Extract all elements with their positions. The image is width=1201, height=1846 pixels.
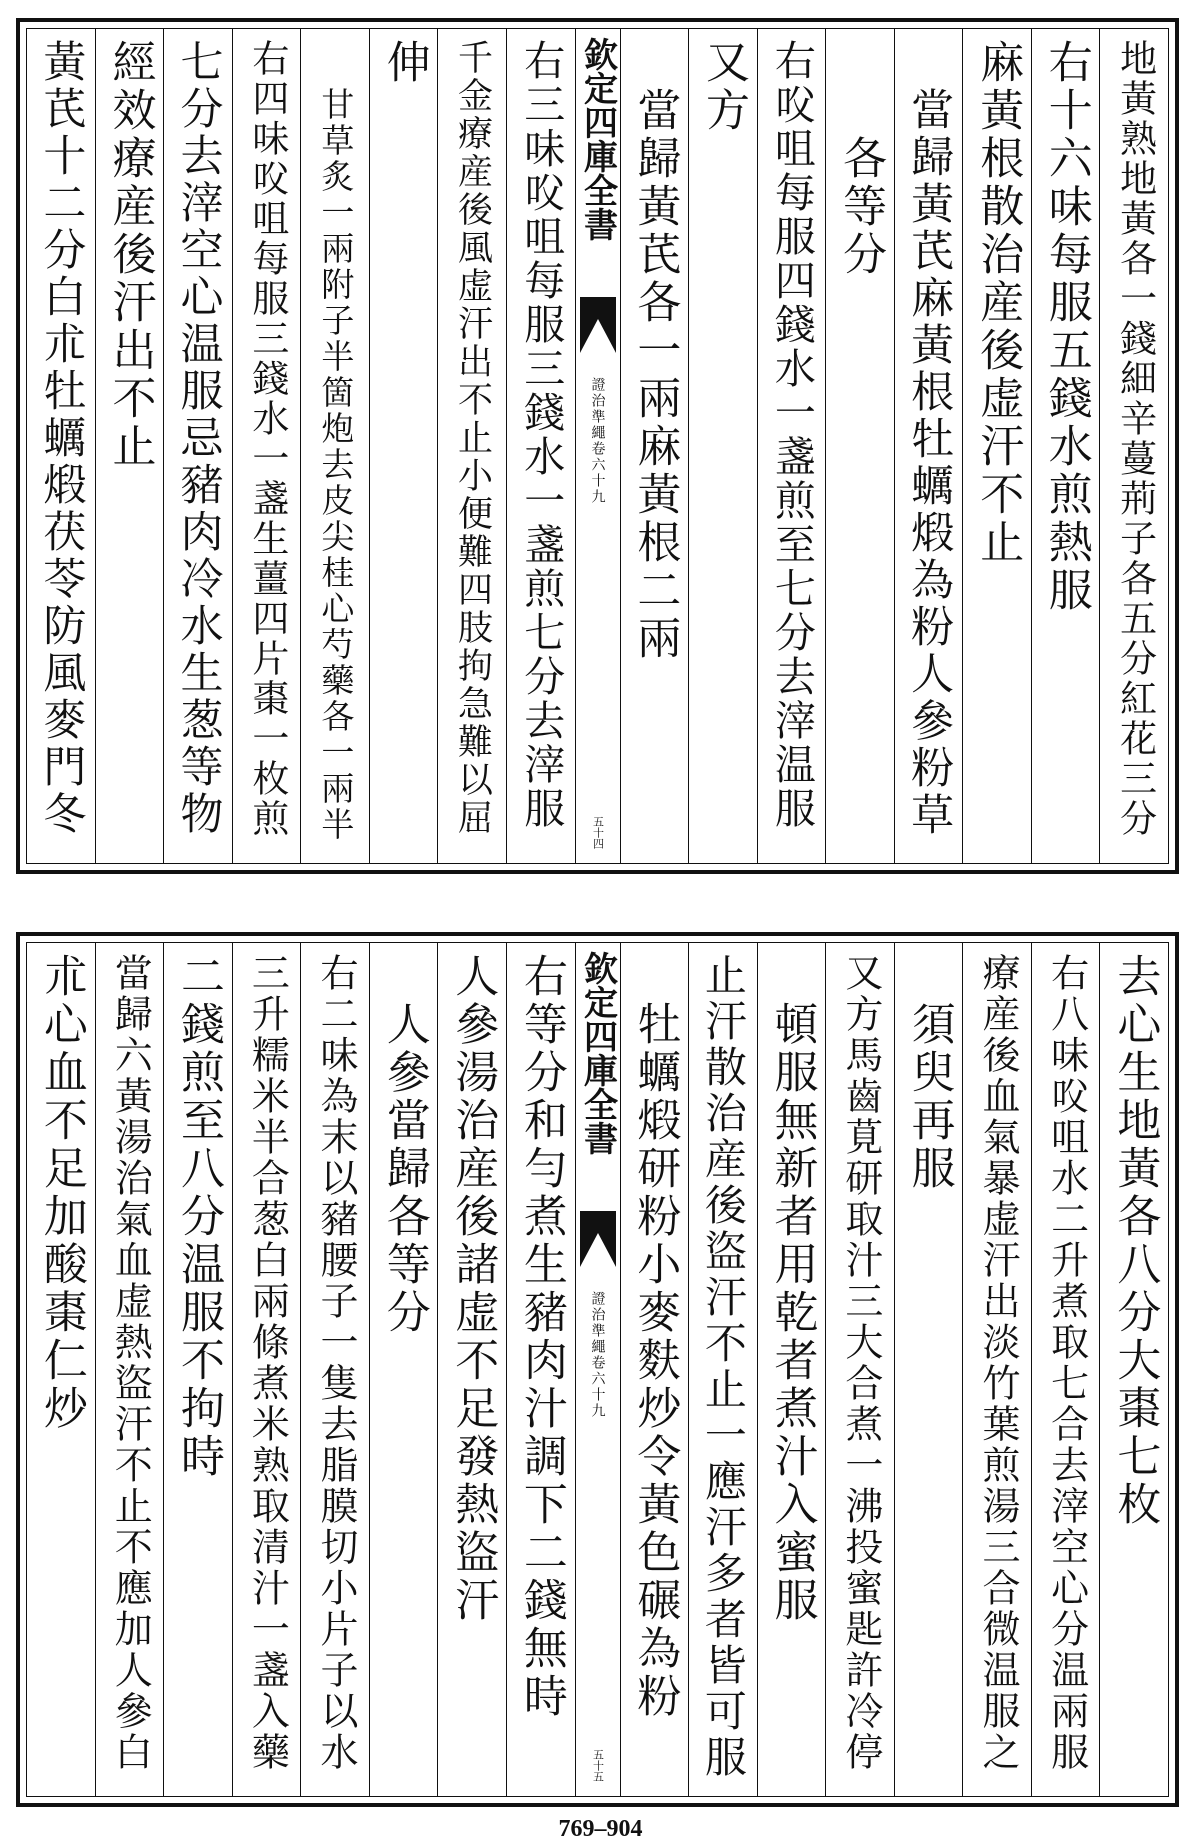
lower-text-column: [894, 943, 963, 1796]
lower-text-column: [757, 943, 826, 1796]
upper-text-column: [300, 29, 369, 863]
lower-text-column: [300, 943, 369, 1796]
upper-column-text: 經效療産後汗出不止: [104, 39, 156, 471]
lower-column-text: 右八味㕮咀水二升煮取七合去滓空心分温兩服: [1044, 953, 1089, 1773]
lower-page-columns: [27, 943, 1168, 1796]
upper-column-text: 當歸黃芪麻黃根牡蠣煅為粉人參粉草: [904, 87, 955, 839]
lower-column-text: 右等分和勻煮生豬肉汁調下二錢無時: [515, 953, 567, 1721]
lower-column-text: 頓服無新者用乾者煮汁入蜜服: [766, 1001, 818, 1625]
upper-column-text: 甘草炙一兩附子半箇炮去皮尖桂心芍藥各一兩半: [316, 87, 356, 843]
lower-text-column: [1099, 943, 1168, 1796]
upper-page-frame: [26, 28, 1169, 864]
lower-text-column: [27, 943, 95, 1796]
upper-column-text: 右㕮咀每服四錢水一盞煎至七分去滓温服: [767, 39, 816, 831]
upper-page: [16, 18, 1179, 874]
lower-column-text: 又方馬齒莧研取汁三大合煮一沸投蜜匙許冷停: [838, 953, 883, 1773]
upper-column-text: 右十六味每服五錢水煎熱服: [1040, 39, 1092, 615]
lower-text-column: [688, 943, 757, 1796]
upper-column-text: 麻黃根散治産後虚汗不止: [972, 39, 1024, 567]
lower-center-page-number: 五十五: [591, 1749, 605, 1782]
lower-column-text: 止汗散治産後盜汗不止一應汗多者皆可服: [698, 953, 748, 1781]
lower-column-text: 療産後血氣暴虚汗出淡竹葉煎湯三合微温服之: [976, 953, 1021, 1773]
upper-column-text: 又方: [697, 39, 749, 135]
upper-column-text: 黃芪十二分白朮牡蠣煅茯苓防風麥門冬: [36, 39, 87, 838]
upper-column-text: 千金療産後風虚汗出不止小便難四肢拘急難以屈: [452, 39, 493, 837]
upper-text-column: [757, 29, 826, 863]
lower-text-column: [1031, 943, 1100, 1796]
lower-text-column: [369, 943, 438, 1796]
upper-text-column: [1031, 29, 1100, 863]
lower-column-text: 去心生地黃各八分大棗七枚: [1109, 953, 1161, 1529]
upper-center-page-number: 五十四: [591, 816, 605, 849]
upper-text-column: [962, 29, 1031, 863]
upper-column-text: 當歸黃芪各一兩麻黃根二兩: [629, 87, 681, 663]
upper-text-column: [95, 29, 164, 863]
lower-fish-tail-mark: [580, 1211, 616, 1267]
lower-center-volume: 證治準繩卷六十九: [589, 1291, 606, 1419]
upper-text-column: [163, 29, 232, 863]
lower-text-column: [825, 943, 894, 1796]
lower-page: [16, 932, 1179, 1807]
lower-column-text: 三升糯米半合葱白兩條煮米熟取清汁一盞入藥: [245, 953, 290, 1773]
lower-column-text: 二錢煎至八分温服不拘時: [173, 953, 224, 1481]
upper-text-column: [506, 29, 575, 863]
lower-text-column: [962, 943, 1031, 1796]
upper-text-column: [688, 29, 757, 863]
upper-column-text: 右四味㕮咀每服三錢水一盞生薑四片棗一枚煎: [245, 39, 289, 839]
upper-column-text: 七分去滓空心温服忌豬肉冷水生葱等物: [173, 39, 224, 838]
lower-column-text: 人參當歸各等分: [378, 1001, 430, 1337]
lower-page-frame: [26, 942, 1169, 1797]
upper-column-text: 地黃熟地黃各一錢細辛蔓荊子各五分紅花三分: [1113, 39, 1157, 839]
lower-column-text: 須臾再服: [903, 1001, 955, 1193]
upper-fish-tail-mark: [580, 297, 616, 353]
page-footer-number: 769–904: [558, 1816, 643, 1842]
lower-center-title: 欽定四庫全書: [577, 951, 618, 1155]
upper-text-column: [894, 29, 963, 863]
upper-text-column: [620, 29, 689, 863]
lower-column-text: 右二味為末以豬腰子一隻去脂膜切小片子以水: [313, 953, 358, 1773]
upper-text-column: [825, 29, 894, 863]
lower-text-column: [620, 943, 689, 1796]
upper-column-text: 各等分: [835, 135, 887, 279]
upper-page-columns: [27, 29, 1168, 863]
upper-text-column: [369, 29, 438, 863]
upper-text-column: [437, 29, 506, 863]
upper-center-volume: 證治準繩卷六十九: [589, 377, 606, 505]
upper-center-column: [575, 29, 620, 863]
upper-text-column: [27, 29, 95, 863]
upper-text-column: [1099, 29, 1168, 863]
lower-text-column: [506, 943, 575, 1796]
lower-column-text: 牡蠣煅研粉小麥麩炒令黃色碾為粉: [629, 1001, 681, 1721]
lower-text-column: [232, 943, 301, 1796]
lower-text-column: [95, 943, 164, 1796]
upper-center-title: 欽定四庫全書: [577, 37, 618, 241]
lower-text-column: [437, 943, 506, 1796]
upper-text-column: [232, 29, 301, 863]
lower-column-text: 朮心血不足加酸棗仁炒: [35, 953, 87, 1433]
lower-text-column: [163, 943, 232, 1796]
lower-center-column: [575, 943, 620, 1796]
lower-column-text: 當歸六黃湯治氣血虚熱盜汗不止不應加人參白: [108, 953, 153, 1773]
upper-column-text: 伸: [378, 39, 430, 87]
lower-column-text: 人參湯治産後諸虚不足發熱盜汗: [447, 953, 499, 1625]
upper-column-text: 右三味㕮咀每服三錢水一盞煎七分去滓服: [517, 39, 566, 831]
